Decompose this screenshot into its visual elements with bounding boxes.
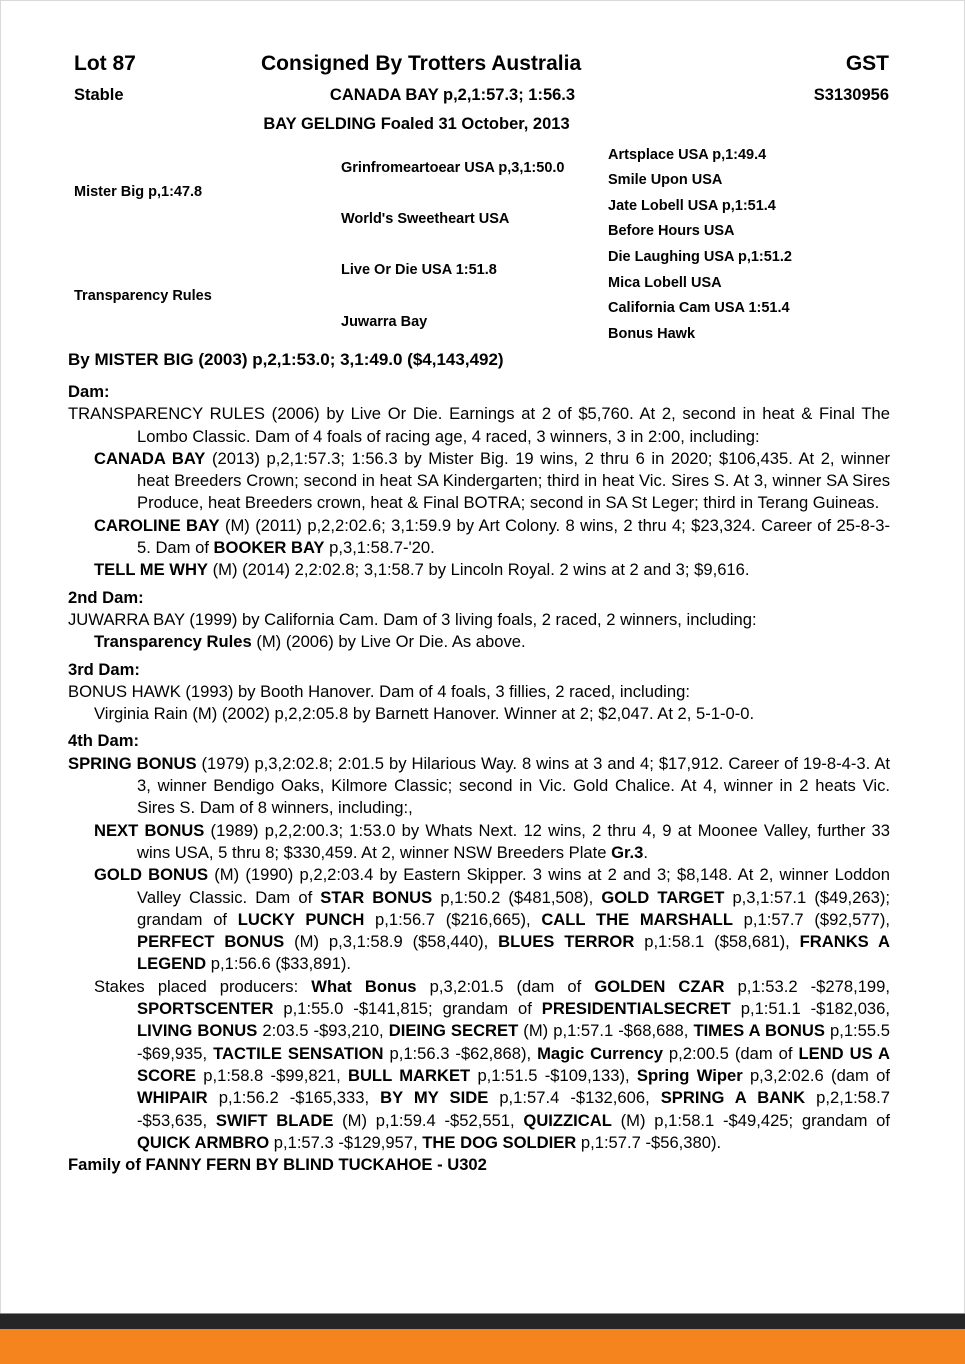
horse-name: LEND US A SCORE bbox=[137, 1043, 891, 1085]
foal-name: CAROLINE BAY bbox=[94, 515, 220, 535]
horse-name: GOLD BONUS bbox=[94, 865, 209, 885]
entry-text: p,1:57.7 -$56,380). bbox=[576, 1132, 722, 1152]
horse-name: WHIPAIR bbox=[137, 1088, 208, 1108]
entry-text: 2:03.5 -$93,210, bbox=[257, 1021, 389, 1041]
foal-text: (M) (2006) by Live Or Die. As above. bbox=[251, 632, 526, 652]
entry-text: p,1:53.2 -$278,199, bbox=[724, 976, 890, 996]
foal-name: CANADA BAY bbox=[94, 448, 206, 468]
pedigree-gen3: Mica Lobell USA bbox=[608, 275, 722, 291]
grade-label: Gr.3 bbox=[611, 842, 644, 862]
horse-name: QUIZZICAL bbox=[523, 1110, 612, 1130]
foal-entry bbox=[68, 864, 890, 975]
horse-name: BLUES TERROR bbox=[498, 932, 635, 952]
foal-entry bbox=[68, 515, 890, 560]
pedigree-gen3: Die Laughing USA p,1:51.2 bbox=[608, 249, 792, 265]
pedigree-gen3: Artsplace USA p,1:49.4 bbox=[608, 147, 767, 163]
pedigree-sire-sire: Grinfromeartoear USA p,3,1:50.0 bbox=[341, 160, 565, 176]
foal-text: p,3,1:58.7-'20. bbox=[324, 538, 435, 558]
horse-name: LUCKY PUNCH bbox=[237, 909, 365, 929]
horse-name: SWIFT BLADE bbox=[215, 1110, 334, 1130]
dam-paragraph: TRANSPARENCY RULES (2006) by Live Or Die. Earnings at 2 of $5,760. At 2, second in heat & Final The Lombo Classic. Dam of 4 foals of racing age, 4 raced, 3 winners, 3 in 2:00, including: bbox=[68, 404, 890, 446]
horse-name: CALL THE MARSHALL bbox=[541, 909, 733, 929]
horse-name: Magic Currency bbox=[537, 1043, 663, 1063]
horse-name: GOLDEN CZAR bbox=[594, 976, 725, 996]
catalogue-body bbox=[68, 381, 890, 1176]
footer-orange-bar bbox=[0, 1329, 965, 1364]
pedigree-gen3: Bonus Hawk bbox=[608, 326, 696, 342]
horse-name: PRESIDENTIALSECRET bbox=[541, 999, 731, 1019]
entry-text: p,1:57.3 -$129,957, bbox=[269, 1132, 423, 1152]
entry-text: p,1:55.0 -$141,815; grandam of bbox=[273, 999, 542, 1019]
dam3-paragraph: BONUS HAWK (1993) by Booth Hanover. Dam of 4 foals, 3 fillies, 2 raced, including: bbox=[68, 681, 690, 701]
footer-dark-bar bbox=[0, 1313, 965, 1330]
foal-text: . bbox=[643, 842, 649, 862]
horse-name: TIMES A BONUS bbox=[693, 1021, 825, 1041]
horse-name: FRANKS A LEGEND bbox=[137, 932, 890, 974]
foal-name: BOOKER BAY bbox=[213, 538, 325, 558]
horse-name: PERFECT BONUS bbox=[137, 932, 285, 952]
entry-text: (M) p,1:59.4 -$52,551, bbox=[333, 1110, 524, 1130]
horse-name: GOLD TARGET bbox=[601, 887, 725, 907]
foal-name: Transparency Rules bbox=[94, 632, 252, 652]
foal-entry bbox=[68, 631, 890, 653]
foal-entry bbox=[68, 820, 890, 865]
section-title-dam: Dam: bbox=[68, 382, 110, 401]
horse-name: LIVING BONUS bbox=[137, 1021, 258, 1041]
dam4-paragraph bbox=[68, 753, 890, 820]
foal-name: TELL ME WHY bbox=[94, 560, 209, 580]
foal-text: (M) (2014) 2,2:02.8; 3,1:58.7 by Lincoln Royal. 2 wins at 2 and 3; $9,616. bbox=[208, 560, 750, 580]
entry-text: p,1:55.5 -$69,935, bbox=[137, 1021, 890, 1063]
horse-name: SPRING A BANK bbox=[660, 1088, 806, 1108]
entry-text: Stakes placed producers: bbox=[94, 976, 312, 996]
entry-text: p,1:57.4 -$132,606, bbox=[488, 1088, 661, 1108]
foal-text: (1989) p,2,2:00.3; 1:53.0 by Whats Next. 12 wins, 2 thru 4, 9 at Moonee Valley, further 33 wins USA, 5 thru 8; $330,459. At 2, winner NSW Breeders Plate bbox=[137, 820, 890, 862]
entry-text: p,3,2:01.5 (dam of bbox=[416, 976, 595, 996]
horse-name: THE DOG SOLDIER bbox=[422, 1132, 577, 1152]
horse-title: CANADA BAY p,2,1:57.3; 1:56.3 bbox=[329, 86, 576, 104]
entry-text: (M) (1990) p,2,2:03.4 by Eastern Skipper. 3 wins at 2 and 3; $8,148. At 2, winner Loddon Valley Classic. Dam of bbox=[137, 865, 890, 907]
sire-line: By MISTER BIG (2003) p,2,1:53.0; 3,1:49.0 ($4,143,492) bbox=[68, 350, 504, 369]
entry-text: p,1:50.2 ($481,508), bbox=[432, 887, 602, 907]
foal-name: NEXT BONUS bbox=[94, 820, 205, 840]
entry-text: p,1:57.7 ($92,577), bbox=[732, 909, 891, 929]
section-title-4th-dam: 4th Dam: bbox=[68, 731, 139, 751]
stable-label: Stable bbox=[74, 86, 124, 104]
foal-entry: Virginia Rain (M) (2002) p,2,2:05.8 by Barnett Hanover. Winner at 2; $2,047. At 2, 5-1-0-0. bbox=[94, 704, 755, 724]
dam-name: SPRING BONUS bbox=[68, 753, 197, 773]
entry-text: (M) p,1:57.1 -$68,688, bbox=[518, 1021, 694, 1041]
gst-label: GST bbox=[845, 52, 889, 75]
entry-text: p,2,1:58.7 -$53,635, bbox=[137, 1088, 890, 1130]
entry-text: p,2:00.5 (dam of bbox=[662, 1043, 799, 1063]
horse-name: SPORTSCENTER bbox=[137, 999, 274, 1019]
section-title-3rd-dam: 3rd Dam: bbox=[68, 659, 140, 679]
entry-text: p,3,1:57.1 ($49,263); grandam of bbox=[137, 887, 890, 929]
sale-number: S3130956 bbox=[813, 86, 889, 104]
foal-text: (2013) p,2,1:57.3; 1:56.3 by Mister Big. 19 wins, 2 thru 6 in 2020; $106,435. At 2, winner heat Breeders Crown; second in heat SA Kindergarten; third in heat Vic. Sires S. At 3, winner SA Sires Produce, heat Breeders crown, heat & Final BOTRA; second in SA St Leger; third in Terang Guineas. bbox=[137, 448, 891, 513]
horse-name: BY MY SIDE bbox=[380, 1088, 489, 1108]
foal-entry bbox=[68, 448, 890, 515]
horse-name: DIEING SECRET bbox=[388, 1021, 519, 1041]
entry-text: p,1:58.8 -$99,821, bbox=[196, 1065, 348, 1085]
pedigree-gen3: Jate Lobell USA p,1:51.4 bbox=[608, 198, 776, 214]
pedigree-dam: Transparency Rules bbox=[74, 288, 212, 304]
horse-name: TACTILE SENSATION bbox=[213, 1043, 384, 1063]
pedigree-gen3: Before Hours USA bbox=[608, 223, 735, 239]
entry-text: p,1:51.1 -$182,036, bbox=[730, 999, 890, 1019]
entry-text: p,1:56.7 ($216,665), bbox=[364, 909, 542, 929]
foal-text: (M) (2011) p,2,2:02.6; 3,1:59.9 by Art Colony. 8 wins, 2 thru 4; $23,324. Career of 25-8-3-5. Dam of bbox=[137, 515, 890, 558]
family-line: Family of FANNY FERN BY BLIND TUCKAHOE - U302 bbox=[68, 1155, 487, 1175]
entry-text: (M) p,1:58.1 -$49,425; grandam of bbox=[611, 1110, 890, 1130]
horse-name: Spring Wiper bbox=[636, 1065, 743, 1085]
dam-text: (1979) p,3,2:02.8; 2:01.5 by Hilarious Way. 8 wins at 3 and 4; $17,912. Career of 19-8-4-3. At 3, winner Bendigo Oaks, Kilmore Classic; second in Vic. Gold Chalice. At 4, winner in 2 heats Vic. Sires S. Dam of 8 winners, including:, bbox=[137, 753, 890, 818]
entry-text: p,3,2:02.6 (dam of bbox=[742, 1065, 890, 1085]
dam2-paragraph: JUWARRA BAY (1999) by California Cam. Dam of 3 living foals, 2 raced, 2 winners, including: bbox=[68, 609, 757, 629]
section-title-2nd-dam: 2nd Dam: bbox=[68, 587, 144, 607]
pedigree-gen3: Smile Upon USA bbox=[608, 172, 723, 188]
entry-text: p,1:58.1 ($58,681), bbox=[634, 932, 800, 952]
entry-text: p,1:56.2 -$165,333, bbox=[207, 1088, 381, 1108]
lot-number: Lot 87 bbox=[74, 52, 136, 75]
pedigree-dam-dam: Juwarra Bay bbox=[341, 314, 428, 330]
pedigree-dam-sire: Live Or Die USA 1:51.8 bbox=[341, 262, 497, 278]
horse-name: STAR BONUS bbox=[320, 887, 433, 907]
entry-text: p,1:56.6 ($33,891). bbox=[206, 954, 351, 974]
pedigree-sire-dam: World's Sweetheart USA bbox=[341, 211, 510, 227]
entry-text: p,1:56.3 -$62,868), bbox=[383, 1043, 538, 1063]
foal-entry bbox=[68, 559, 890, 581]
pedigree-sire: Mister Big p,1:47.8 bbox=[74, 184, 203, 200]
pedigree-gen3: California Cam USA 1:51.4 bbox=[608, 300, 790, 316]
consignor: Consigned By Trotters Australia bbox=[261, 52, 582, 75]
entry-text: p,1:51.5 -$109,133), bbox=[470, 1065, 637, 1085]
stakes-placed-entry bbox=[68, 976, 890, 1154]
entry-text: (M) p,3,1:58.9 ($58,440), bbox=[284, 932, 499, 952]
horse-name: What Bonus bbox=[311, 976, 417, 996]
horse-name: QUICK ARMBRO bbox=[137, 1132, 270, 1152]
horse-description: BAY GELDING Foaled 31 October, 2013 bbox=[263, 115, 570, 133]
horse-name: BULL MARKET bbox=[347, 1065, 471, 1085]
